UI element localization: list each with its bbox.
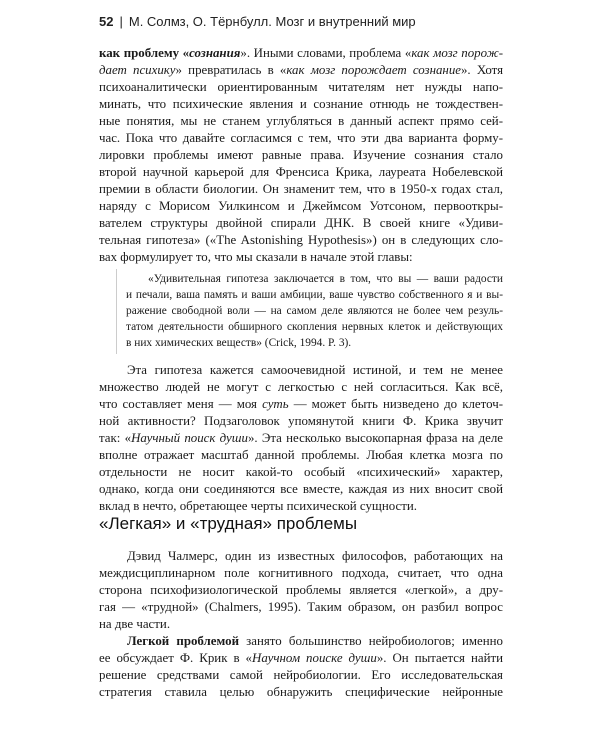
text-line: так: «Научный поиск души». Эта несколько высокопарная фраза на деле bbox=[99, 431, 504, 445]
running-header bbox=[99, 14, 416, 29]
text-line: психоаналитически ориентированным читателям нет нужды напо- bbox=[99, 80, 503, 94]
text-line: лировки проблемы имеют равные права. Изучение сознания стало bbox=[99, 148, 503, 162]
text-line: сторона психофизиологической проблемы является «легкой», а дру- bbox=[99, 583, 503, 597]
quote-line: ражение свободной воли — на самом деле являются не более чем резуль- bbox=[126, 305, 503, 317]
text-line: что составляет меня — моя суть — может быть низведено до клеточ- bbox=[99, 397, 503, 411]
text-line: однако, когда они соединяются все вместе, каждая из них вносит свой bbox=[99, 482, 503, 496]
quote-rule bbox=[116, 269, 117, 354]
text-line: Легкой проблемой занято большинство нейробиологов; именно bbox=[127, 634, 504, 648]
quote-line: и печали, ваша память и ваши амбиции, ваше чувство собственного я и вы- bbox=[126, 289, 503, 301]
text-line: множество людей не могут с легкостью с ней согласиться. Как всё, bbox=[99, 380, 503, 394]
text-line: как проблему «сознания». Иными словами, проблема «как мозг порож- bbox=[99, 46, 504, 60]
text-line: ной активности? Подзаголовок упомянутой книги Ф. Крика звучит bbox=[99, 414, 503, 428]
text-line: Дэвид Чалмерс, один из известных философов, работающих на bbox=[127, 549, 503, 563]
text-line: второй научной карьерой для Френсиса Крика, лауреата Нобелевской bbox=[99, 165, 503, 179]
quote-line: татом деятельности обширного скопления нервных клеток и действующих bbox=[126, 321, 503, 333]
text-line: междисциплинарном поле когнитивного подхода, считает, что одна bbox=[99, 566, 503, 580]
text-line: дает психику» превратилась в «как мозг порождает сознание». Хотя bbox=[99, 63, 503, 77]
text-line: ее обсуждает Ф. Крик в «Научном поиске души». Он пытается найти bbox=[99, 651, 503, 665]
text-line: вклад в нечто, обретающее черты психической сущности. bbox=[99, 499, 417, 513]
text-line: тельная гипотеза» («The Astonishing Hypothesis») он в следующих сло- bbox=[99, 233, 503, 247]
page-number: 52 bbox=[99, 14, 114, 29]
section-heading: «Легкая» и «трудная» проблемы bbox=[99, 514, 358, 533]
text-line: Эта гипотеза кажется самоочевидной истиной, и тем не менее bbox=[127, 363, 503, 377]
text-line: решение средствами самой нейробиологии. Его исследовательская bbox=[99, 668, 503, 682]
text-line: отдельности не носит какой-то особый «психический» характер, bbox=[99, 465, 503, 479]
text-line: на две части. bbox=[99, 617, 171, 631]
running-title: М. Солмз, О. Тёрнбулл. Мозг и внутренний мир bbox=[128, 14, 416, 29]
quote-line: в них химических веществ» (Crick, 1994. P. 3). bbox=[126, 337, 352, 349]
text-line: премии в области биологии. Он знаменит тем, что в 1950-х годах стал, bbox=[99, 182, 503, 196]
text-line: ные понятия, мы не станем углубляться в данный аспект прямо сей- bbox=[99, 114, 503, 128]
text-line: гая — «трудной» (Chalmers, 1995). Таким образом, он разбил вопрос bbox=[99, 600, 503, 614]
text-line: вах формулирует то, что мы сказали в начале этой главы: bbox=[99, 250, 413, 264]
text-line: вполне отражает масштаб данной проблемы. Любая клетка мозга по bbox=[99, 448, 503, 462]
header-separator: | bbox=[119, 14, 123, 29]
text-line: стратегия ставила целью обнаружить специфические нейронные bbox=[99, 685, 503, 699]
text-line: вателем структуры двойной спирали ДНК. В своей книге «Удиви- bbox=[99, 216, 503, 230]
text-line: час. Пока что давайте согласимся с тем, что эти два варианта форму- bbox=[99, 131, 503, 145]
quote-line: «Удивительная гипотеза заключается в том, что вы — ваши радости bbox=[148, 273, 503, 285]
text-line: минать, что психические явления и сознание отнюдь не тождествен- bbox=[99, 97, 503, 111]
text-line: наряду с Морисом Уилкинсом и Джеймсом Уотсоном, первооткры- bbox=[99, 199, 503, 213]
